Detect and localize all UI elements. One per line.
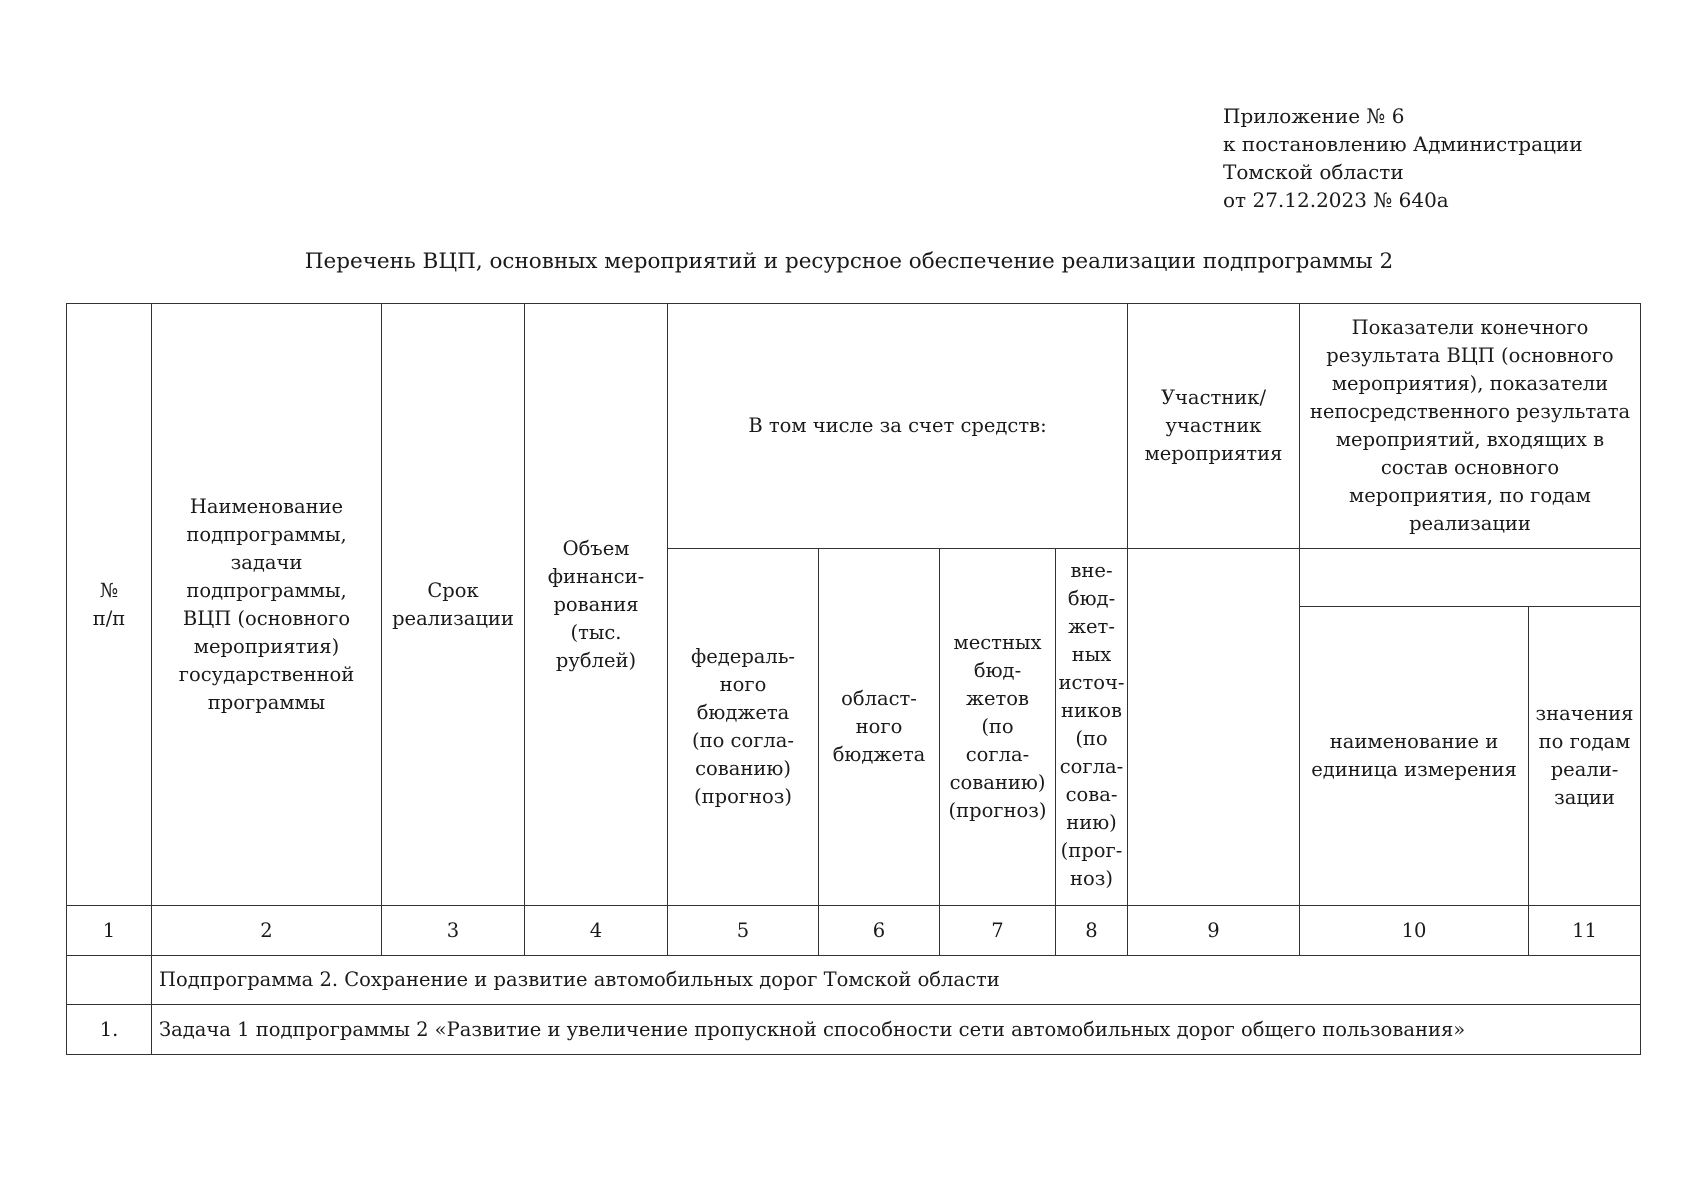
column-number: 8 — [1056, 906, 1128, 956]
appendix-line: Томской области — [1223, 160, 1404, 184]
header-extra: вне- бюд- жет- ных источ- ников (по согла- сова- нию) (прог- ноз) — [1056, 549, 1128, 906]
column-number: 11 — [1529, 906, 1641, 956]
table-row — [67, 1005, 1641, 1055]
header-participant-empty — [1128, 549, 1300, 906]
header-indicator-name: наименование и единица измерения — [1300, 607, 1529, 906]
column-number: 3 — [382, 906, 525, 956]
appendix-line: Приложение № 6 — [1223, 104, 1405, 128]
row-num: 1. — [67, 1005, 152, 1055]
document-title: Перечень ВЦП, основных мероприятий и ресурсное обеспечение реализации подпрограммы 2 — [304, 249, 1394, 274]
header-indicators-empty — [1300, 549, 1641, 607]
appendix-line: от 27.12.2023 № 640а — [1223, 188, 1449, 212]
column-number: 7 — [940, 906, 1056, 956]
header-term: Срок реализации — [382, 304, 525, 906]
header-local: местных бюд- жетов (по согла- сованию) (прогноз) — [940, 549, 1056, 906]
row-subprogram-text: Подпрограмма 2. Сохранение и развитие автомобильных дорог Томской области — [152, 956, 1641, 1005]
header-federal: федераль- ного бюджета (по согла- сованию) (прогноз) — [668, 549, 819, 906]
header-num: № п/п — [67, 304, 152, 906]
table-row — [67, 956, 1641, 1005]
column-number: 4 — [525, 906, 668, 956]
column-number: 9 — [1128, 906, 1300, 956]
column-number: 5 — [668, 906, 819, 956]
header-volume: Объем финанси- рования (тыс. рублей) — [525, 304, 668, 906]
column-number: 6 — [819, 906, 940, 956]
header-regional: област- ного бюджета — [819, 549, 940, 906]
appendix-block — [1223, 102, 1583, 214]
column-number: 2 — [152, 906, 382, 956]
column-number: 10 — [1300, 906, 1529, 956]
header-participant: Участник/ участник мероприятия — [1128, 304, 1300, 549]
column-number: 1 — [67, 906, 152, 956]
appendix-line: к постановлению Администрации — [1223, 132, 1583, 156]
row-task-text: Задача 1 подпрограммы 2 «Развитие и увеличение пропускной способности сети автомобильных дорог общего пользования» — [152, 1005, 1641, 1055]
header-indicators: Показатели конечного результата ВЦП (основного мероприятия), показатели непосредственного результата мероприятий, входящих в состав основного мероприятия, по годам реализации — [1300, 304, 1641, 549]
program-table — [66, 303, 1641, 1055]
header-indicator-values: значения по годам реали- зации — [1529, 607, 1641, 906]
header-sources-group: В том числе за счет средств: — [668, 304, 1128, 549]
header-name: Наименование подпрограммы, задачи подпрограммы, ВЦП (основного мероприятия) государственной программы — [152, 304, 382, 906]
row-num — [67, 956, 152, 1005]
